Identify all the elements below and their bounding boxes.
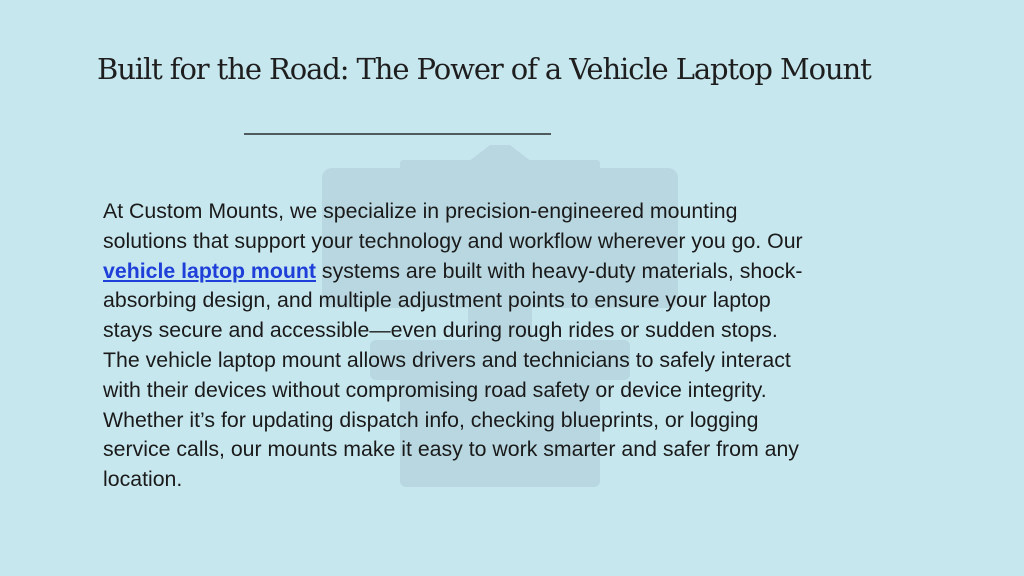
- body-line: absorbing design, and multiple adjustment points to ensure your laptop: [103, 288, 771, 313]
- body-line: The vehicle laptop mount allows drivers and technicians to safely interact: [103, 347, 791, 372]
- body-line: service calls, our mounts make it easy to work smarter and safer from any: [103, 437, 799, 462]
- vehicle-laptop-mount-link[interactable]: vehicle laptop mount: [103, 258, 316, 283]
- body-line: with their devices without compromising road safety or device integrity.: [103, 377, 767, 402]
- body-line: location.: [103, 467, 183, 492]
- title-divider: [244, 133, 551, 135]
- body-line: systems are built with heavy-duty materials, shock-: [316, 258, 803, 283]
- body-line: solutions that support your technology and workflow wherever you go. Our: [103, 228, 803, 253]
- body-paragraph: [103, 197, 933, 495]
- body-line: stays secure and accessible—even during rough rides or sudden stops.: [103, 318, 778, 343]
- page-title: Built for the Road: The Power of a Vehicle Laptop Mount: [97, 52, 871, 86]
- body-line: Whether it’s for updating dispatch info, checking blueprints, or logging: [103, 407, 759, 432]
- body-line: At Custom Mounts, we specialize in precision-engineered mounting: [103, 199, 738, 223]
